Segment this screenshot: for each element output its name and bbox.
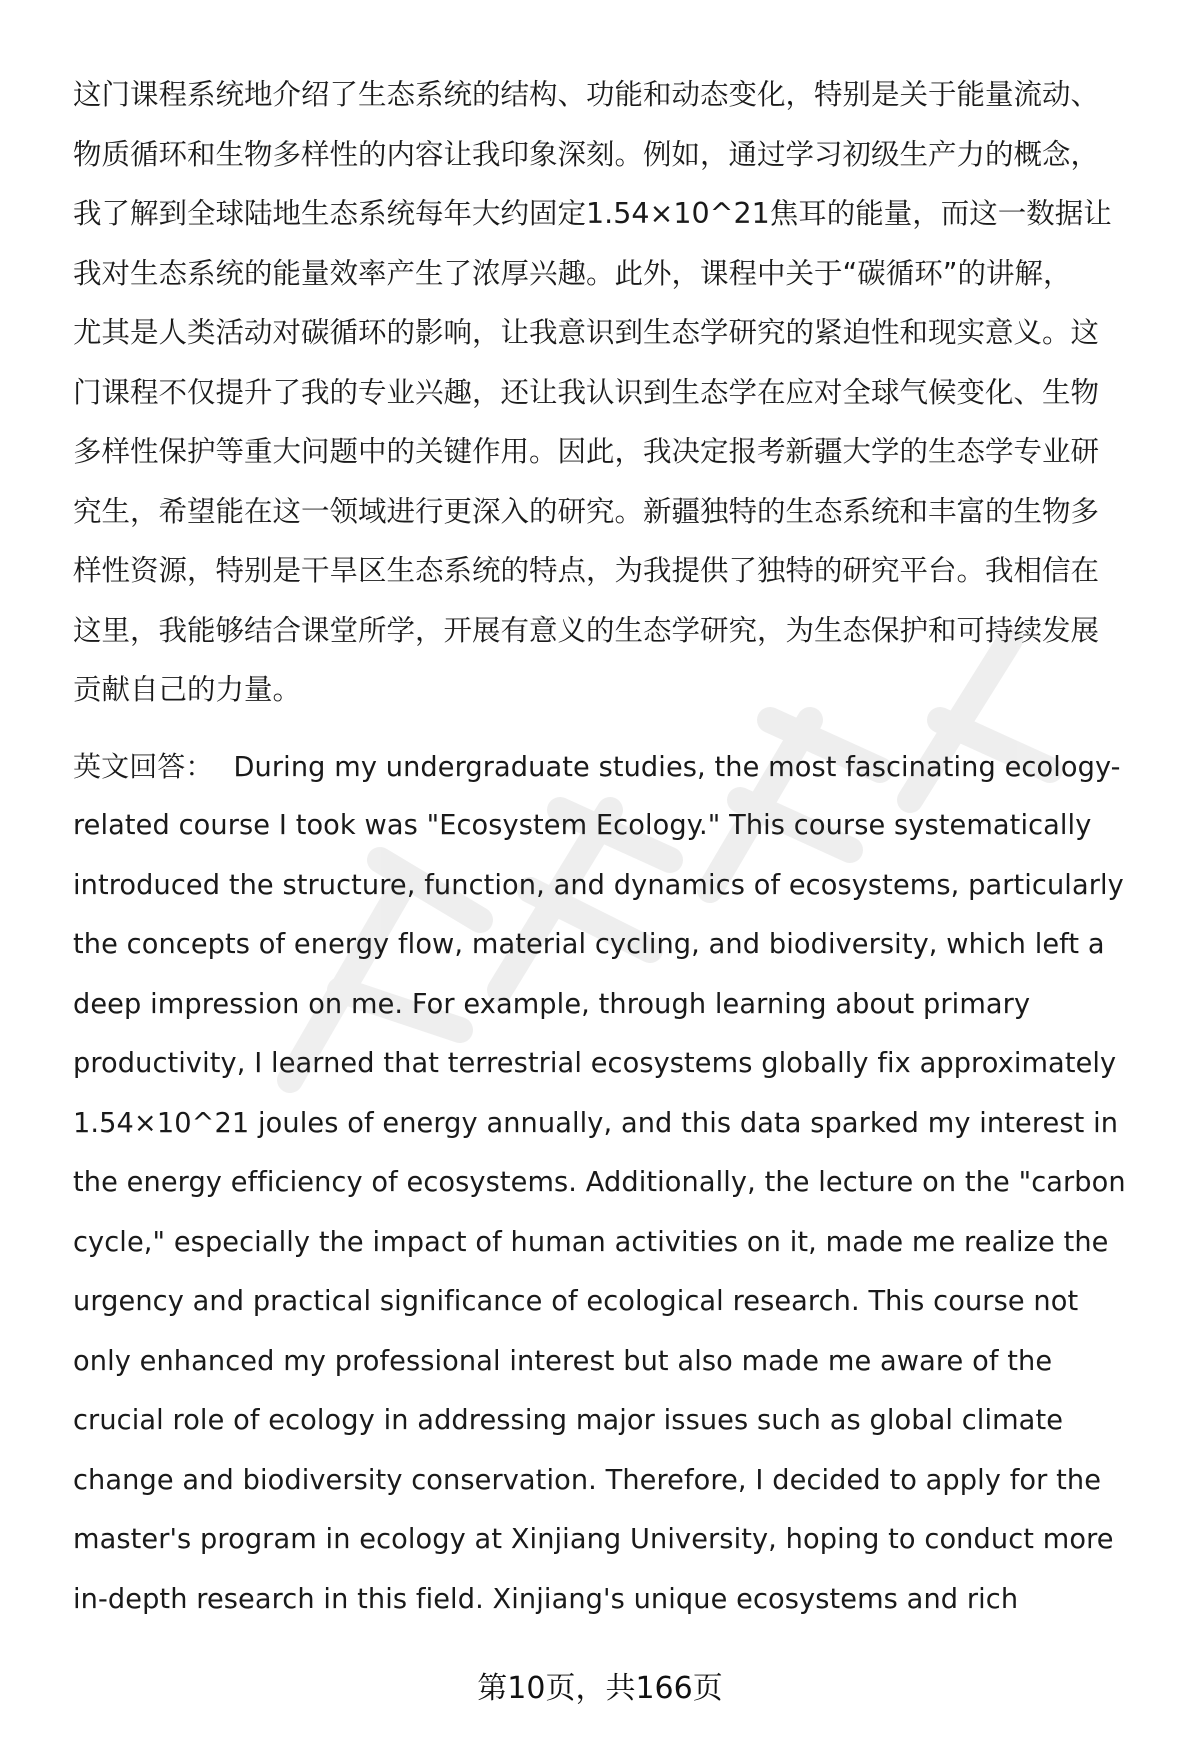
text-line: 1.54×10^21 joules of energy annually, and this data sparked my interest in [73, 1107, 1119, 1139]
text-line: deep impression on me. For example, through learning about primary [73, 988, 1031, 1020]
text-line: in-depth research in this field. Xinjiang's unique ecosystems and rich [73, 1583, 1019, 1615]
text-line: 这门课程系统地介绍了生态系统的结构、功能和动态变化，特别是关于能量流动、 [73, 78, 1100, 111]
text-line: cycle," especially the impact of human activities on it, made me realize the [73, 1226, 1109, 1258]
text-line: crucial role of ecology in addressing major issues such as global climate [73, 1405, 1064, 1436]
text-line: master's program in ecology at Xinjiang University, hoping to conduct more [73, 1524, 1114, 1555]
text-line: 这里，我能够结合课堂所学，开展有意义的生态学研究，为生态保护和可持续发展 [73, 613, 1100, 647]
text-line: change and biodiversity conservation. Therefore, I decided to apply for the [73, 1464, 1102, 1496]
text-line [73, 737, 1163, 797]
text-line: only enhanced my professional interest but also made me aware of the [73, 1345, 1053, 1377]
main-content [73, 65, 1163, 1629]
english-answer-label: 英文回答： [73, 749, 214, 783]
text-line: related course I took was "Ecosystem Ecology." This course systematically [73, 810, 1092, 841]
text-line: 贡献自己的力量。 [73, 673, 302, 706]
text-line: urgency and practical significance of ecological research. This course not [73, 1286, 1079, 1317]
text-line: 我对生态系统的能量效率产生了浓厚兴趣。此外，课程中关于“碳循环”的讲解， [73, 256, 1072, 290]
english-paragraph [73, 737, 1163, 1630]
paragraph-spacer [73, 720, 1163, 737]
text-line: productivity, I learned that terrestrial ecosystems globally fix approximately [73, 1048, 1117, 1079]
text-line: 我了解到全球陆地生态系统每年大约固定1.54×10^21焦耳的能量，而这一数据让 [73, 197, 1112, 230]
text-line: 究生，希望能在这一领域进行更深入的研究。新疆独特的生态系统和丰富的生物多 [73, 494, 1100, 528]
text-line: 物质循环和生物多样性的内容让我印象深刻。例如，通过学习初级生产力的概念， [73, 137, 1100, 171]
text-line-content: During my undergraduate studies, the most fascinating ecology- [233, 751, 1121, 783]
text-line: the energy efficiency of ecosystems. Additionally, the lecture on the "carbon [73, 1167, 1126, 1198]
text-line: 多样性保护等重大问题中的关键作用。因此，我决定报考新疆大学的生态学专业研 [73, 435, 1100, 468]
text-line: 样性资源，特别是干旱区生态系统的特点，为我提供了独特的研究平台。我相信在 [73, 554, 1100, 587]
page-number: 第10页，共166页 [477, 1671, 723, 1706]
text-line: the concepts of energy flow, material cycling, and biodiversity, which left a [73, 929, 1105, 960]
chinese-paragraph [73, 65, 1163, 720]
text-line: 尤其是人类活动对碳循环的影响，让我意识到生态学研究的紧迫性和现实意义。这 [73, 316, 1100, 349]
text-line: 门课程不仅提升了我的专业兴趣，还让我认识到生态学在应对全球气候变化、生物 [73, 375, 1100, 409]
text-line: introduced the structure, function, and dynamics of ecosystems, particularly [73, 869, 1124, 901]
